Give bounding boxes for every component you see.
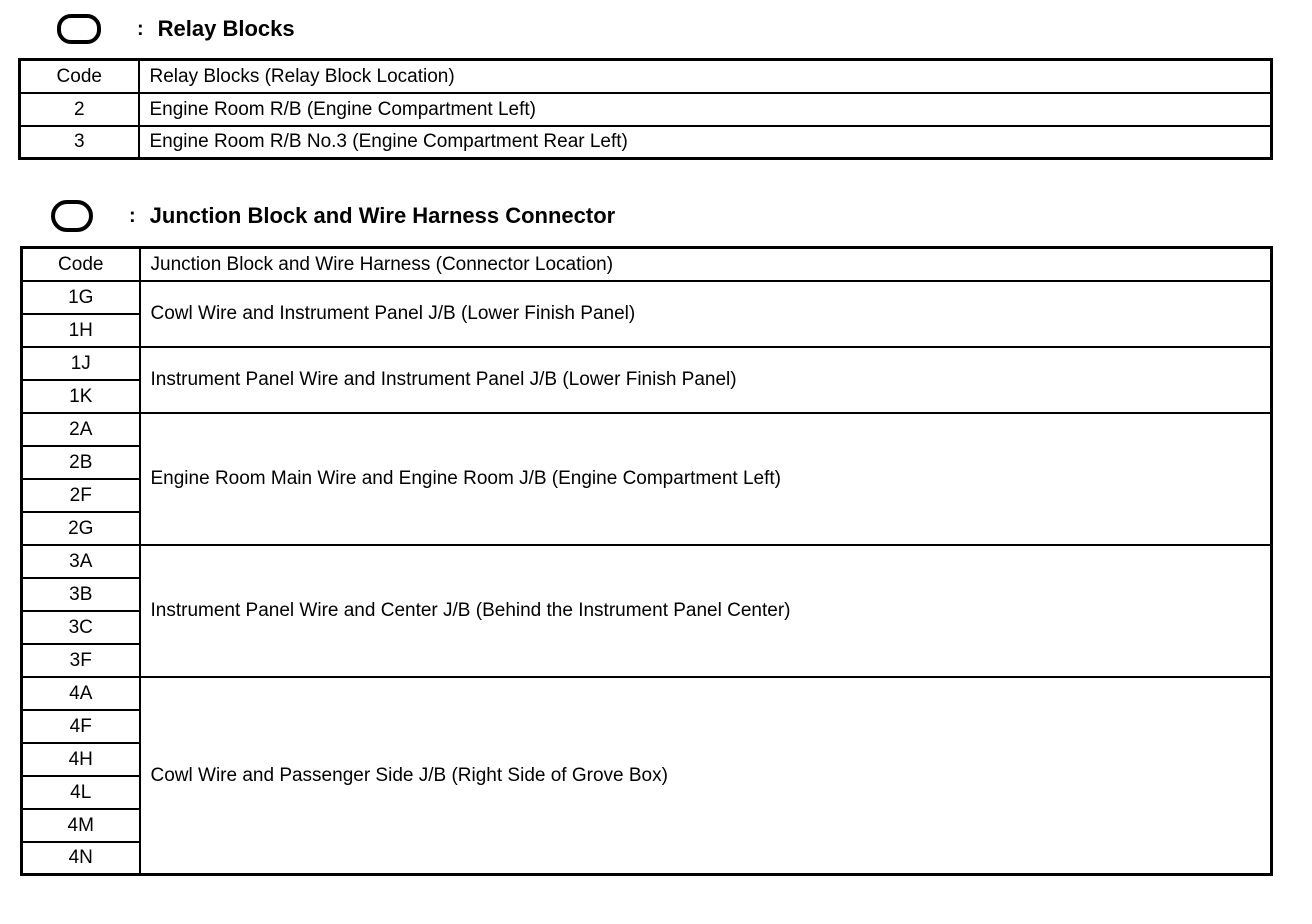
desc-cell: Instrument Panel Wire and Instrument Panel J/B (Lower Finish Panel) xyxy=(140,347,1272,413)
section-title: Junction Block and Wire Harness Connector xyxy=(149,203,616,228)
code-cell: 3A xyxy=(22,545,140,578)
table-header-row xyxy=(20,60,1272,93)
code-cell: 4L xyxy=(22,776,140,809)
code-cell: 3 xyxy=(20,126,139,159)
heading-colon: : xyxy=(129,204,136,227)
desc-cell: Cowl Wire and Instrument Panel J/B (Lower Finish Panel) xyxy=(140,281,1272,347)
code-cell: 4N xyxy=(22,842,140,875)
code-cell: 3C xyxy=(22,611,140,644)
table-row xyxy=(20,126,1272,159)
rounded-rectangle-icon xyxy=(57,14,101,44)
code-cell: 4F xyxy=(22,710,140,743)
desc-header: Junction Block and Wire Harness (Connector Location) xyxy=(140,248,1272,281)
code-cell: 4H xyxy=(22,743,140,776)
code-cell: 1J xyxy=(22,347,140,380)
table-row xyxy=(22,677,1272,710)
table-header-row xyxy=(22,248,1272,281)
desc-header: Relay Blocks (Relay Block Location) xyxy=(139,60,1272,93)
heading-colon: : xyxy=(137,17,144,40)
table-row xyxy=(22,281,1272,314)
code-cell: 1K xyxy=(22,380,140,413)
junction-block-table xyxy=(20,246,1273,876)
table-row xyxy=(20,93,1272,126)
code-cell: 2 xyxy=(20,93,139,126)
table-row xyxy=(22,545,1272,578)
relay-blocks-heading xyxy=(57,14,295,44)
junction-block-heading xyxy=(51,200,615,232)
code-cell: 2B xyxy=(22,446,140,479)
code-cell: 2A xyxy=(22,413,140,446)
code-cell: 1H xyxy=(22,314,140,347)
code-header: Code xyxy=(22,248,140,281)
code-cell: 4M xyxy=(22,809,140,842)
code-cell: 2G xyxy=(22,512,140,545)
code-cell: 4A xyxy=(22,677,140,710)
code-cell: 3B xyxy=(22,578,140,611)
desc-cell: Cowl Wire and Passenger Side J/B (Right Side of Grove Box) xyxy=(140,677,1272,875)
oval-icon xyxy=(51,200,93,232)
desc-cell: Engine Room R/B (Engine Compartment Left) xyxy=(139,93,1272,126)
desc-cell: Instrument Panel Wire and Center J/B (Behind the Instrument Panel Center) xyxy=(140,545,1272,677)
code-header: Code xyxy=(20,60,139,93)
code-cell: 2F xyxy=(22,479,140,512)
relay-blocks-table xyxy=(18,58,1273,160)
table-row xyxy=(22,347,1272,380)
section-title: Relay Blocks xyxy=(157,16,295,41)
code-cell: 3F xyxy=(22,644,140,677)
desc-cell: Engine Room Main Wire and Engine Room J/B (Engine Compartment Left) xyxy=(140,413,1272,545)
table-row xyxy=(22,413,1272,446)
desc-cell: Engine Room R/B No.3 (Engine Compartment Rear Left) xyxy=(139,126,1272,159)
code-cell: 1G xyxy=(22,281,140,314)
